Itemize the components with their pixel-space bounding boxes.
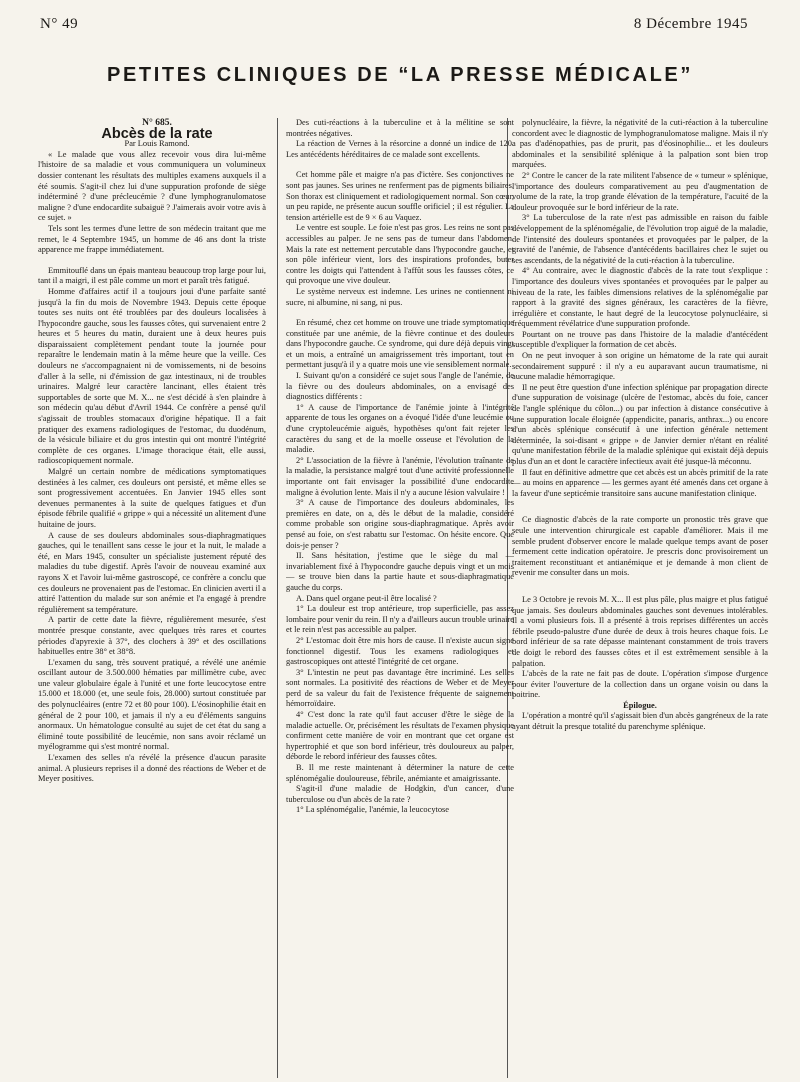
paragraph: 3° La tuberculose de la rate n'est pas admissible en raison du faible développement de la splénomégalie, de l'évolution trop aiguë de la maladie, de l'intensité des douleurs spontanées et provoquées par le palper, de la gravité de l'anémie, de l'absence d'antécédents bacillaires chez le sujet ou ses ascendants, de la négativité de la cuti-réaction à la tuberculine. [512, 213, 768, 265]
paragraph: Le système nerveux est indemne. Les urines ne contiennent ni sucre, ni albumine, ni sang, ni pus. [286, 286, 514, 307]
paragraph: Des cuti-réactions à la tuberculine et à la mélitine se sont montrées négatives. [286, 118, 514, 138]
paragraph: 4° C'est donc la rate qu'il faut accuser d'être le siège de la maladie actuelle. Or, précisément les résultats de l'examen physique confirment cette manière de voir en montrant que cet organe est hypertrophié et que son bord inférieur, très douloureux au palper, déborde le rebord inférieur des fausses côtes. [286, 710, 514, 762]
paragraph: On ne peut invoquer à son origine un hématome de la rate qui aurait secondairement suppuré : il n'y a eu auparavant aucun traumatisme, ni aucune maladie hémorragique. [512, 351, 768, 382]
paragraph: 2° Contre le cancer de la rate militent l'absence de « tumeur » splénique, l'importance des douleurs comparativement au peu d'augmentation de volume de la rate, la trop grande élévation de la température, l'acuité de la douleur provoquée sur le bord inférieur de la rate. [512, 170, 768, 212]
epilogue-heading: Épilogue. [623, 700, 657, 710]
paragraph: Pourtant on ne trouve pas dans l'histoire de la maladie d'antécédent susceptible d'expliquer la formation de cet abcès. [512, 329, 768, 350]
paragraph: Il faut en définitive admettre que cet abcès est un abcès primitif de la rate — au moins en apparence — les germes ayant été amenés dans cet organe à la faveur d'une septicémie transitoire sans aucune manifestation clinique. [512, 467, 768, 498]
paragraph: 4° Au contraire, avec le diagnostic d'abcès de la rate tout s'explique : l'importance des douleurs vives spontanées et provoquées par le palper au niveau de la rate, les faibles dimensions relatives de la splénomégalie par rapport à la gravité des signes généraux, les caractères de la fièvre, irrégulière et constante, le haut degré de la leucocytose polynucléaire, si fréquemment révélatrice d'une suppuration profonde. [512, 266, 768, 329]
paragraph: 1° La douleur est trop antérieure, trop superficielle, pas assez lombaire pour venir du rein. Il n'y a d'ailleurs aucun trouble urinaire et le rein n'est pas accessible au palper. [286, 604, 514, 635]
paragraph: II. Sans hésitation, j'estime que le siège du mal — invariablement fixé à l'hypocondre gauche depuis vingt et un mois — se trouve bien dans la partie haute et sous-diaphragmatique gauche du corps. [286, 551, 514, 592]
paragraph: 2° L'estomac doit être mis hors de cause. Il n'existe aucun signe fonctionnel digestif. Tous les examens radiologiques et gastroscopiques ont attesté l'intégrité de cet organe. [286, 635, 514, 667]
paragraph: Il ne peut être question d'une infection splénique par propagation directe d'une suppuration de voisinage (ulcère de l'estomac, abcès du foie, cancer de l'angle splénique du côlon...) ou par infection à distance consécutive à une suppuration locale éloignée (appendicite, panaris, anthrax...) ou encore d'un abcès splénique consécutif à une infection générale nettement déterminée, la soi-disant « grippe » de Janvier dernier n'étant en réalité qu'une manifestation fébrile de la maladie splénique qui existait déjà depuis plus d'un an et dont le caractère infectieux avait été jusque-là méconnu. [512, 382, 768, 466]
column-divider [277, 118, 278, 1078]
paragraph: Le ventre est souple. Le foie n'est pas gros. Les reins ne sont pas accessibles au palper. Je ne sens pas de tumeur dans l'abdomen. Mais la rate est nettement percutable dans l'hypocondre gauche, et son pôle inférieur vient, lors des inspirations profondes, buter contre les doigts qui l'attendent à l'affût sous les fausses côtes, ce qui provoque une vive douleur. [286, 223, 514, 286]
paragraph: 3° A cause de l'importance des douleurs abdominales, les premières en date, on a, dès le début de la maladie, considéré comme probable son origine sous-diaphragmatique. Après avoir pensé au foie, on s'est rabattu sur l'estomac. On hésite encore. Que dois-je penser ? [286, 498, 514, 550]
paragraph: S'agit-il d'une maladie de Hodgkin, d'un cancer, d'une tuberculose ou d'un abcès de la rate ? [286, 784, 514, 804]
paragraph: B. Il me reste maintenant à déterminer la nature de cette splénomégalie douloureuse, fébrile, anémiante et amaigrissante. [286, 763, 514, 783]
paragraph: I. Suivant qu'on a considéré ce sujet sous l'angle de l'anémie, de la fièvre ou des douleurs abdominales, on a envisagé des diagnostics différents : [286, 371, 514, 402]
paragraph: La réaction de Vernes à la résorcine a donné un indice de 120. Les antécédents héréditaires de ce malade sont excellents. [286, 139, 514, 159]
paragraph: Malgré un certain nombre de médications symptomatiques destinées à les calmer, ces douleurs ont persisté, et même elles se sont progressivement accentuées. En Janvier 1945 elles sont devenues permanentes à la suite de quelques fatigues et d'un épisode fébrile qualifié « grippe » qui a nécessité un alitement d'une huitaine de jours. [38, 467, 266, 529]
article-number: N° 685. [142, 118, 172, 128]
paragraph: L'abcès de la rate ne fait pas de doute. L'opération s'impose d'urgence pour éviter l'ouverture de la collection dans un organe voisin ou dans la poitrine. [512, 669, 768, 700]
paragraph: 1° A cause de l'importance de l'anémie jointe à l'intégrité apparente de tous les organes on a évoqué l'idée d'une leucémie ou d'une cryptoleucémie aiguës, hypothèses qu'ont fait rejeter les caractères du sang et de la moelle osseuse et l'évolution de la maladie. [286, 402, 514, 455]
paragraph: En résumé, chez cet homme on trouve une triade symptomatique constituée par une anémie, de la fièvre continue et des douleurs dans l'hypocondre gauche. Ce syndrome, qui dure déjà depuis vingt et un mois, a entraîné un amaigrissement très important, tout en permettant jusqu'à il y a quatre mois une vie sensiblement normale. [286, 318, 514, 370]
paragraph: L'examen des selles n'a révélé la présence d'aucun parasite animal. A plusieurs reprises il a donné des réactions de Weber et de Meyer positives. [38, 753, 266, 784]
column-3 [512, 118, 768, 1078]
paragraph: L'examen du sang, très souvent pratiqué, a révélé une anémie oscillant autour de 3.500.000 hématies par millimètre cube, avec une valeur globulaire égale à l'unité et une forte leucocytose entre 15.000 et 18.000 (et, une seule fois, 28.000) surtout constituée par des polynucléaires (entre 72 et 80 pour 100). L'éosinophilie était en général de 2 pour 100, et jamais il n'y a eu d'éléments sanguins anormaux. Un hématologue consulté au sujet de cet état du sang a éliminé toute possibilité de leucémie, non sans avoir réclamé un myélogramme qui s'est montré normal. [38, 657, 266, 752]
paragraph: Le 3 Octobre je revois M. X... Il est plus pâle, plus maigre et plus fatigué que jamais. Ses douleurs abdominales gauches sont devenues intolérables. Il a vomi plusieurs fois. Il a présenté à trois reprises différentes un accès fébrile pseudo-palustre d'une durée de deux à trois heures chaque fois. Le bord inférieur de sa rate dépasse maintenant constamment de trois travers de doigt le rebord des fausses côtes et il est extrêmement sensible à la palpation. [512, 594, 768, 668]
paragraph: 2° L'association de la fièvre à l'anémie, l'évolution traînante de la maladie, la persistance malgré tout d'une activité professionnelle importante ont fait envisager la possibilité d'une endocardite maligne à évolution lente. Mais il n'y a aucune lésion valvulaire ! [286, 455, 514, 497]
paragraph: Cet homme pâle et maigre n'a pas d'ictère. Ses conjonctives ne sont pas jaunes. Ses urines ne renferment pas de pigments biliaires. Son thorax est cliniquement et radiologiquement normal. Son cœur, un peu rapide, ne présente aucun souffle orificiel ; il est régulier. La tension artérielle est de 9 × 6 au Vaquez. [286, 170, 514, 222]
column-1 [38, 118, 266, 1078]
paragraph: A. Dans quel organe peut-il être localisé ? [296, 593, 437, 603]
paragraph: Homme d'affaires actif il a toujours joui d'une parfaite santé jusqu'à la fin du mois de Novembre 1943. Depuis cette époque toutes ses nuits ont été troublées par des douleurs localisées à l'hypocondre gauche, sous les fausses côtes, qui survenaient entre 2 heures et 5 heures du matin, duraient une à deux heures puis disparaissaient complètement pendant toute la journée pour reparaître le lendemain matin à la même heure que la veille. Ces douleurs ne s'accompagnaient ni de vomissements, ni de besoins d'aller à la selle, ni d'émission de gaz intestinaux, ni de troubles urinaires. Malgré leur caractère lancinant, elles étaient très supportables de sorte que M. X... ne s'est décidé à s'en plaindre à son médecin qu'au début d'Avril 1944. Ce confrère a pensé qu'il s'agissait de troubles stomacaux d'origine hépatique. Il a fait pratiquer des examens radiologiques de l'estomac, du duodénum, de la vésicule biliaire et du gros intestin qui ont montré l'intégrité complète de ces organes. L'image thoracique était, elle aussi, radioscopiquement normale. [38, 286, 266, 466]
paragraph: polynucléaire, la fièvre, la négativité de la cuti-réaction à la tuberculine concordent avec le diagnostic de lymphogranulomatose maligne. Mais il n'y a pas d'adénopathies, pas de prurit, pas d'éosinophilie... et les douleurs abdominales et la sensibilité splénique à la palpation sont bien trop marquées. [512, 118, 768, 170]
paragraph: 3° L'intestin ne peut pas davantage être incriminé. Les selles sont normales. La positivité des réactions de Weber et de Meyer perd de sa valeur du fait de l'existence fréquente de saignement hémorroïdaire. [286, 667, 514, 709]
paragraph: L'opération a montré qu'il s'agissait bien d'un abcès gangréneux de la rate ayant détruit la presque totalité du parenchyme splénique. [512, 711, 768, 732]
column-2 [286, 118, 514, 1078]
issue-date: 8 Décembre 1945 [633, 16, 748, 32]
issue-number: N° 49 [40, 16, 79, 32]
paragraph: 1° La splénomégalie, l'anémie, la leucocytose [296, 805, 449, 815]
paragraph: A cause de ses douleurs abdominales sous-diaphragmatiques gauches, qui le tenaillent sans cesse le jour et la nuit, le malade a été, en Mars 1945, consulter un spécialiste justement réputé des maladies du tube digestif. Après l'avoir de nouveau examiné aux rayons X et l'avoir lui-même gastroscopé, ce confrère a conclu que ces douleurs ne provenaient pas de l'estomac. En clinicien averti il a attiré l'attention du malade sur son anémie et l'a engagé à prendre régulièrement sa température. [38, 530, 266, 614]
paragraph: Tels sont les termes d'une lettre de son médecin traitant que me remet, le 4 Septembre 1945, un homme de 46 ans dont la triste apparence me frappe immédiatement. [38, 223, 266, 255]
paragraph: « Le malade que vous allez recevoir vous dira lui-même l'histoire de sa maladie et vous communiquera un volumineux dossier contenant les résultats des multiples examens auxquels il a été soumis. S'agit-il chez lui d'une suppuration profonde de siège indéterminé ? d'une précleucémie ? d'une lymphogranulomatose maligne ? d'une endocardite subaiguë ? J'aimerais avoir votre avis à ce sujet. » [38, 149, 266, 223]
paragraph: A partir de cette date la fièvre, régulièrement mesurée, s'est montrée presque constante, avec quelques très rares et courtes périodes d'apyrexie à 37°, des clochers à 39° et des oscillations habituelles entre 38° et 38°8. [38, 615, 266, 657]
section-banner: PETITES CLINIQUES DE “LA PRESSE MÉDICALE” [107, 64, 693, 86]
paragraph: Ce diagnostic d'abcès de la rate comporte un pronostic très grave que seule une intervention chirurgicale est capable d'améliorer. Mais il me semble prudent d'observer encore le malade quelque temps avant de poser fermement cette indication opératoire. Je prescris donc provisoirement un traitement reconstituant et antianémique et je demande à mon client de revenir me consulter dans un mois. [512, 515, 768, 578]
article-title: Abcès de la rate [101, 125, 213, 142]
paragraph: Emmitouflé dans un épais manteau beaucoup trop large pour lui, tant il a maigri, il est pâle comme un mort et paraît très fatigué. [38, 265, 266, 286]
article-author: Par Louis Ramond. [124, 139, 190, 149]
